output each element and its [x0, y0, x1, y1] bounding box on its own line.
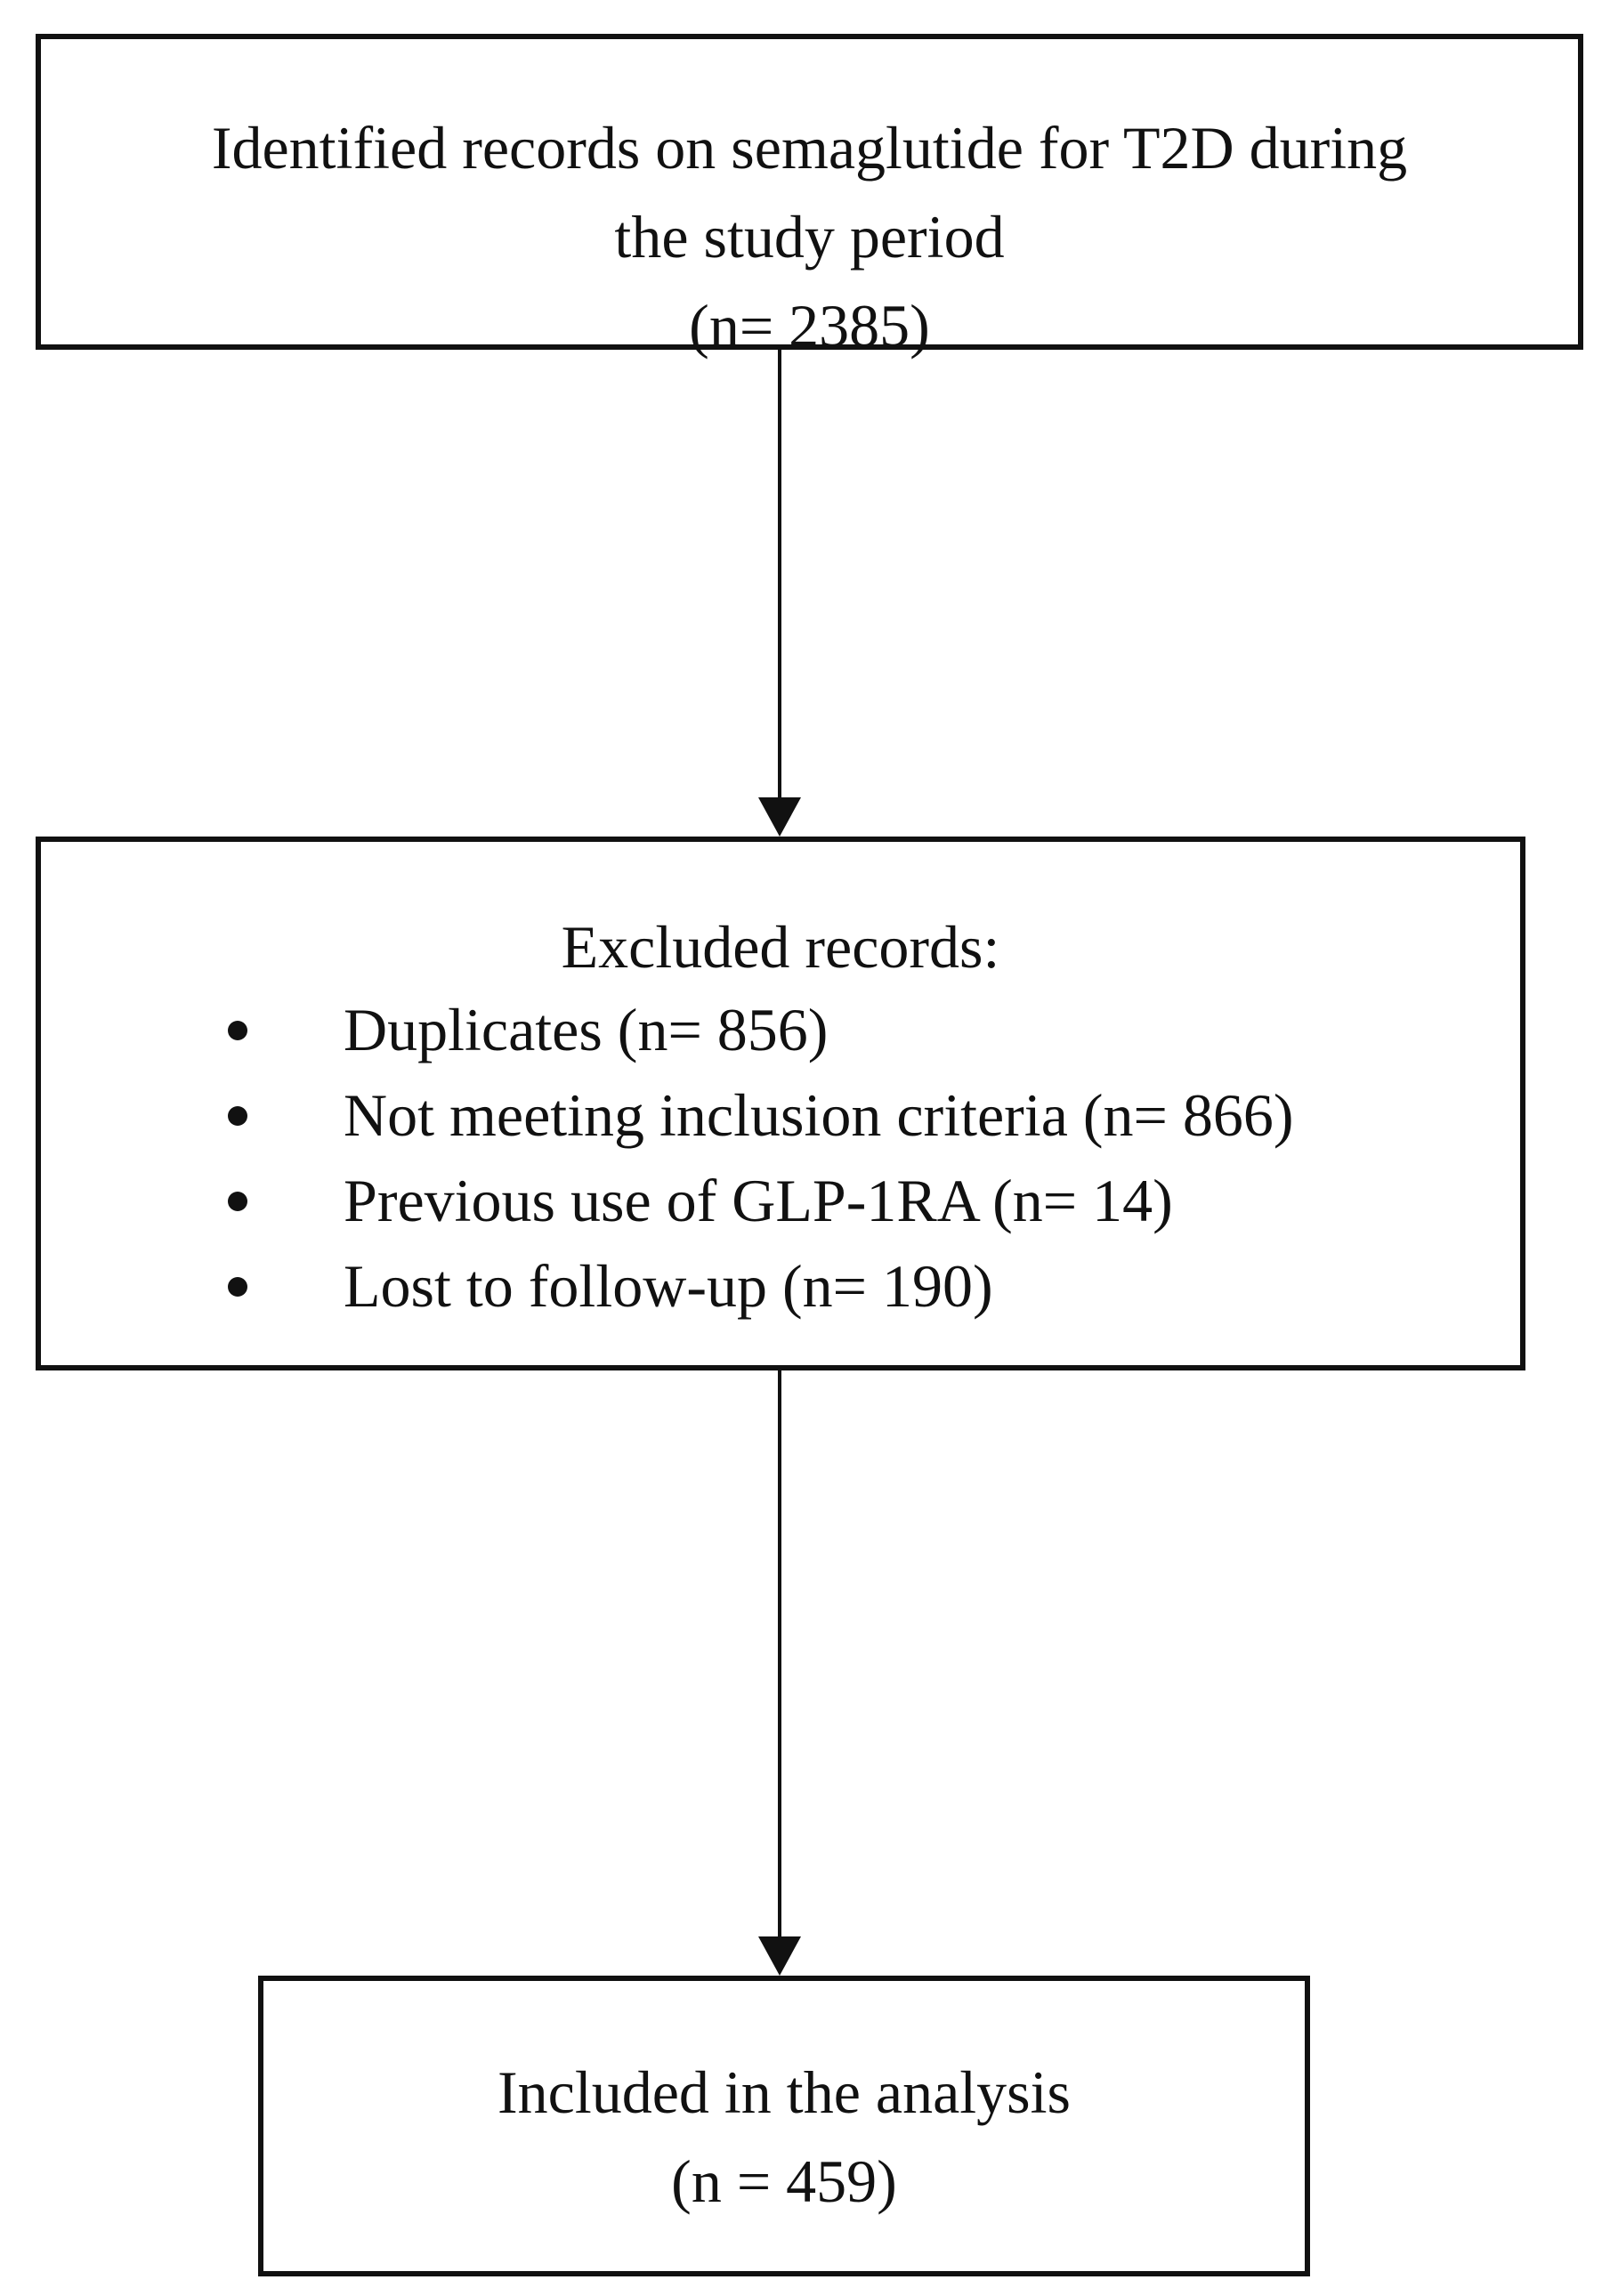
bullet-icon	[228, 1021, 247, 1040]
included-analysis-text	[263, 2048, 1305, 2226]
excluded-records-box	[36, 837, 1525, 1370]
bullet-icon	[228, 1277, 247, 1297]
excluded-item-label: Lost to follow-up (n= 190)	[344, 1252, 993, 1320]
identified-records-text	[41, 103, 1578, 370]
included-analysis-box	[258, 1976, 1310, 2276]
bullet-icon	[228, 1106, 247, 1126]
identified-records-count: (n= 2385)	[689, 292, 930, 360]
bullet-icon	[228, 1192, 247, 1211]
identified-records-line-2: the study period	[614, 203, 1005, 271]
arrow-excluded-to-included-head	[758, 1936, 801, 1976]
excluded-item-label: Duplicates (n= 856)	[344, 996, 829, 1063]
identified-records-box	[36, 34, 1583, 360]
arrow-identified-to-excluded-head	[758, 797, 801, 837]
included-analysis-label: Included in the analysis	[498, 2058, 1071, 2126]
identified-records-line-1: Identified records on semaglutide for T2D during	[211, 114, 1408, 182]
excluded-item-label: Previous use of GLP-1RA (n= 14)	[344, 1167, 1173, 1234]
included-analysis-count: (n = 459)	[671, 2147, 897, 2215]
excluded-records-heading: Excluded records:	[561, 913, 1000, 981]
excluded-item-label: Not meeting inclusion criteria (n= 866)	[344, 1081, 1294, 1149]
